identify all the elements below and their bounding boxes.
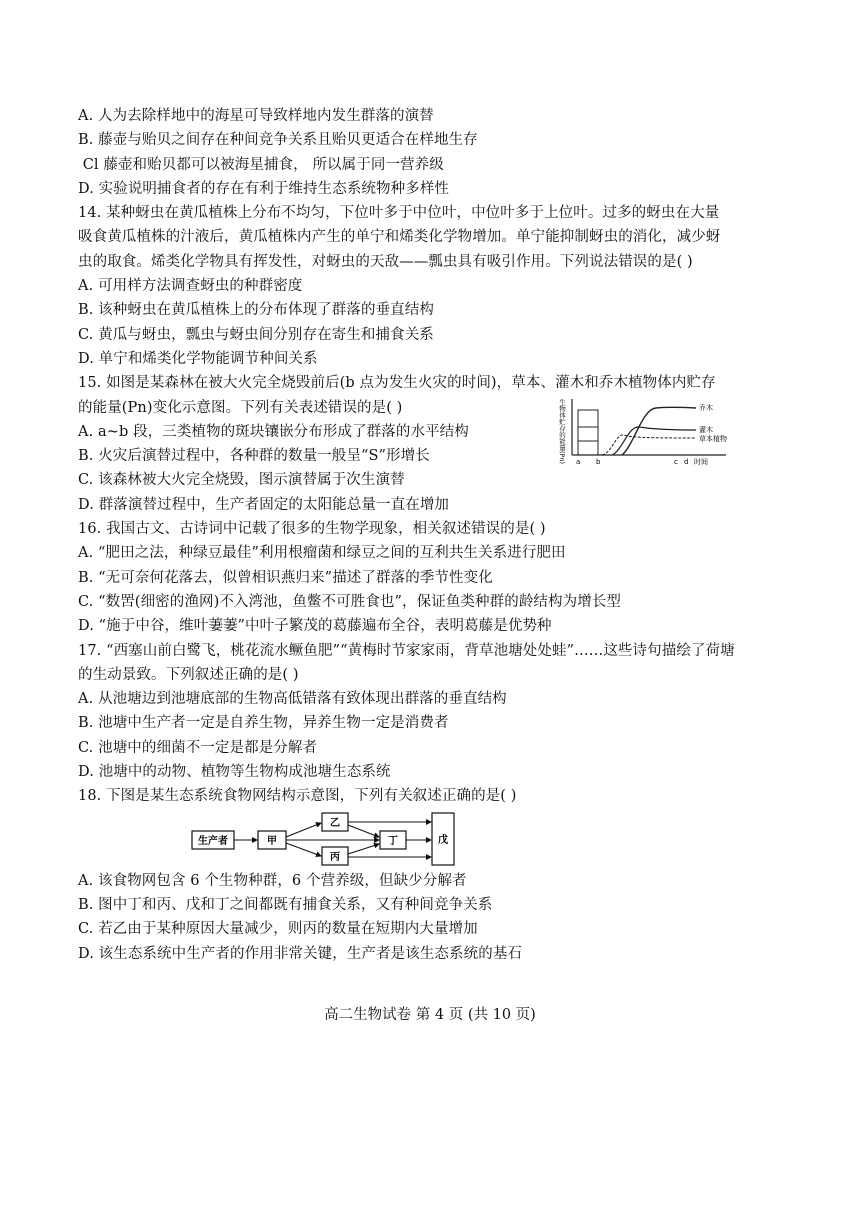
series-label-shrub: 灌木 [699, 426, 713, 435]
q15-stem-line: 的能量(Pn)变化示意图。下列有关表述错误的是( ) [78, 399, 403, 416]
tree-curve [622, 408, 696, 456]
q17-option-a: A. 从池塘边到池塘底部的生物高低错落有致体现出群落的垂直结构 [78, 691, 507, 708]
series-label-tree: 乔木 [699, 404, 713, 413]
pre-fire-block [578, 410, 598, 455]
q16-stem: 16. 我国古文、古诗词中记载了很多的生物学现象，相关叙述错误的是( ) [78, 521, 546, 538]
question-14 [78, 201, 788, 371]
q13-option-c: Cl 藤壶和贻贝都可以被海星捕食， 所以属于同一营养级 [78, 156, 444, 173]
node-bing-label: 丙 [330, 851, 340, 863]
question-13 [78, 104, 788, 201]
q17-stem-line: 的生动景致。下列叙述正确的是( ) [78, 666, 299, 683]
node-ding-label: 丁 [388, 835, 398, 847]
q17-option-b: B. 池塘中生产者一定是自养生物，异养生物一定是消费者 [78, 715, 449, 732]
xtick-b: b [596, 458, 601, 467]
q14-stem-line: 虫的取食。烯类化学物具有挥发性，对蚜虫的天敌——瓢虫具有吸引作用。下列说法错误的是( ) [78, 253, 693, 270]
q14-option-c: C. 黄瓜与蚜虫，瓢虫与蚜虫间分别存在寄生和捕食关系 [78, 326, 434, 343]
q15-stem-line: 15. 如图是某森林在被大火完全烧毁前后(b 点为发生火灾的时间)，草本、灌木和乔木植物体内贮存 [78, 375, 716, 392]
question-16 [78, 517, 788, 638]
q16-option-c: C. “数罟(细密的渔网)不入湾池，鱼鳖不可胜食也”，保证鱼类种群的龄结构为增长型 [78, 593, 622, 610]
node-yi-label: 乙 [330, 817, 340, 829]
q14-option-d: D. 单宁和烯类化学物能调节种间关系 [78, 350, 318, 367]
page-footer: 高二生物试卷 第 4 页 (共 10 页) [324, 1007, 536, 1023]
q18-option-b: B. 图中丁和丙、戊和丁之间都既有捕食关系，又有种间竞争关系 [78, 896, 493, 913]
series-label-herb: 草本植物 [699, 435, 727, 444]
q17-option-d: D. 池塘中的动物、植物等生物构成池塘生态系统 [78, 764, 391, 781]
xtick-a: a [576, 458, 581, 467]
node-producer-label: 生产者 [198, 835, 228, 847]
q15-option-c: C. 该森林被大火完全烧毁，图示演替属于次生演替 [78, 472, 405, 489]
q13-option-d: D. 实验说明捕食者的存在有利于维持生态系统物种多样性 [78, 180, 450, 197]
figure-ylabel: 生物体贮存的能量(Pn) [558, 399, 566, 465]
q16-option-d: D. “施于中谷，维叶萋萋”中叶子繁茂的葛藤遍布全谷，表明葛藤是优势种 [78, 618, 552, 635]
q17-option-c: C. 池塘中的细菌不一定是都是分解者 [78, 739, 318, 756]
node-wu-label: 戊 [438, 834, 448, 846]
q14-option-a: A. 可用样方法调查蚜虫的种群密度 [78, 278, 303, 295]
question-15 [78, 371, 788, 517]
q18-option-c: C. 若乙由于某种原因大量减少，则丙的数量在短期内大量增加 [78, 921, 478, 938]
q16-option-a: A. “肥田之法，种绿豆最佳”利用根瘤菌和绿豆之间的互利共生关系进行肥田 [78, 545, 566, 562]
xtick-c: c [674, 458, 678, 467]
node-jia-label: 甲 [267, 835, 277, 847]
energy-change-figure [556, 397, 772, 467]
exam-page [78, 104, 788, 966]
q14-stem-line: 吸食黄瓜植株的汁液后，黄瓜植株内产生的单宁和烯类化学物增加。单宁能抑制蚜虫的消化，减少蚜 [78, 229, 721, 246]
figure-xlabel: 时间 [694, 458, 708, 467]
q18-stem: 18. 下图是某生态系统食物网结构示意图，下列有关叙述正确的是( ) [78, 788, 517, 805]
q18-option-a: A. 该食物网包含 6 个生物种群，6 个营养级，但缺少分解者 [78, 872, 467, 889]
arrow-jia-yi [286, 823, 321, 837]
xtick-d: d [684, 458, 689, 467]
arrow-yi-ding [348, 825, 379, 837]
q15-option-b: B. 火灾后演替过程中，各种群的数量一般呈“S”形增长 [78, 448, 430, 465]
q13-option-a: A. 人为去除样地中的海星可导致样地内发生群落的演替 [78, 108, 434, 124]
q16-option-b: B. “无可奈何花落去，似曾相识燕归来”描述了群落的季节性变化 [78, 569, 493, 586]
food-web-figure [190, 811, 460, 867]
q15-option-d: D. 群落演替过程中，生产者固定的太阳能总量一直在增加 [78, 496, 450, 513]
arrow-bing-ding [348, 844, 379, 854]
q14-stem-line: 14. 某种蚜虫在黄瓜植株上分布不均匀，下位叶多于中位叶，中位叶多于上位叶。过多的蚜虫在大量 [78, 205, 720, 222]
shrub-curve [612, 427, 696, 455]
q18-option-d: D. 该生态系统中生产者的作用非常关键，生产者是该生态系统的基石 [78, 945, 523, 962]
question-17 [78, 639, 788, 785]
q17-stem-line: 17. “西塞山前白鹭飞，桃花流水鳜鱼肥”“黄梅时节家家雨，背草池塘处处蛙”……这些诗句描绘了荷塘 [78, 642, 735, 659]
q14-option-b: B. 该种蚜虫在黄瓜植株上的分布体现了群落的垂直结构 [78, 302, 434, 319]
question-18 [78, 784, 788, 965]
q13-option-b: B. 藤壶与贻贝之间存在种间竞争关系且贻贝更适合在样地生存 [78, 132, 478, 149]
q15-option-a: A. a~b 段，三类植物的斑块镶嵌分布形成了群落的水平结构 [78, 423, 469, 440]
arrow-jia-bing [286, 843, 321, 856]
